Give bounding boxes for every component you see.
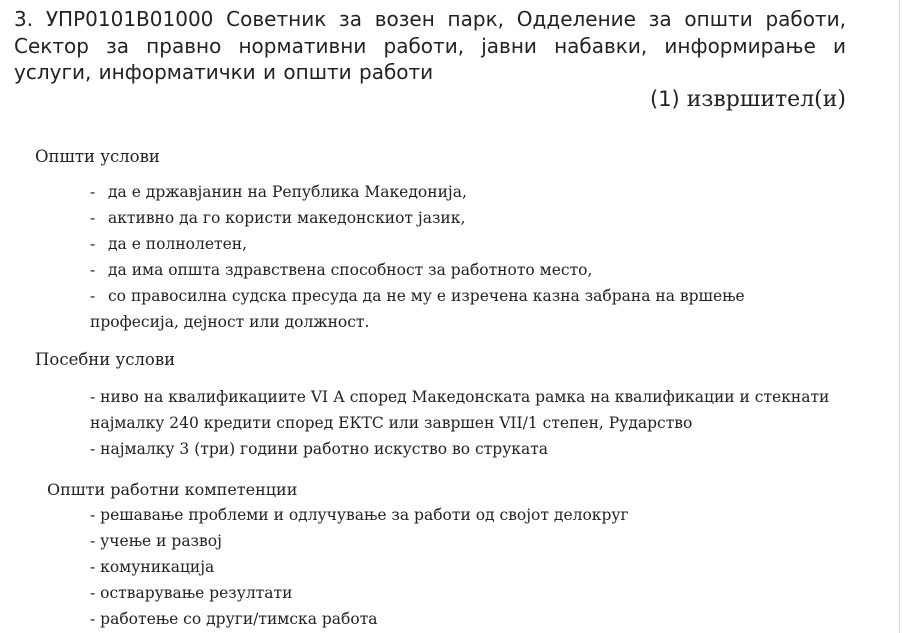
list-item (90, 257, 830, 283)
list-item: - учење и развој (90, 532, 222, 550)
special-conditions-list (90, 384, 830, 462)
list-item: - работење со други/тимска работа (90, 610, 378, 628)
position-heading: 3. УПР0101B01000 Советник за возен парк, Одделение за општи работи, Сектор за правно нормативни работи, јавни набавки, информирање и услуги, информатички и општи работи (14, 7, 846, 84)
list-item: - најмалку 3 (три) години работно искуство во струката (90, 440, 549, 458)
list-item: - остварување резултати (90, 584, 293, 602)
list-item-text: да е полнолетен, (108, 235, 248, 253)
list-item-text: активно да го користи македонскиот јазик, (108, 209, 466, 227)
list-item (90, 179, 830, 205)
list-item: - решавање проблеми и одлучување за работи од својот делокруг (90, 506, 629, 524)
list-item-text: да е државјанин на Република Македонија, (108, 183, 467, 201)
page-edge-divider (899, 0, 900, 633)
list-dash: - (90, 183, 96, 201)
list-dash: - (90, 235, 96, 253)
special-conditions-title: Посебни услови (35, 350, 176, 369)
list-item-text: да има општа здравствена способност за работното место, (108, 261, 593, 279)
list-dash: - (90, 261, 96, 279)
list-item-text: со правосилна судска пресуда да не му е изречена казна забрана на вршење професија, дејност или должност. (90, 287, 745, 331)
list-item: - ниво на квалификациите VI А според Македонската рамка на квалификации и стекнати најмалку 240 кредити според ЕКТС или завршен VII/1 степен, Рударство (90, 388, 830, 432)
general-conditions-title: Општи услови (35, 147, 160, 166)
general-conditions-list (90, 179, 830, 335)
competencies-title: Општи работни компетенции (47, 480, 298, 499)
list-item (90, 205, 830, 231)
list-dash: - (90, 287, 96, 305)
list-dash: - (90, 209, 96, 227)
list-item (90, 283, 830, 335)
executor-count-label: извршител(и) (686, 87, 846, 112)
executor-count (650, 84, 846, 115)
executor-count-number: (1) (650, 87, 680, 111)
competencies-list (90, 502, 629, 632)
list-item: - комуникација (90, 558, 215, 576)
list-item (90, 231, 830, 257)
